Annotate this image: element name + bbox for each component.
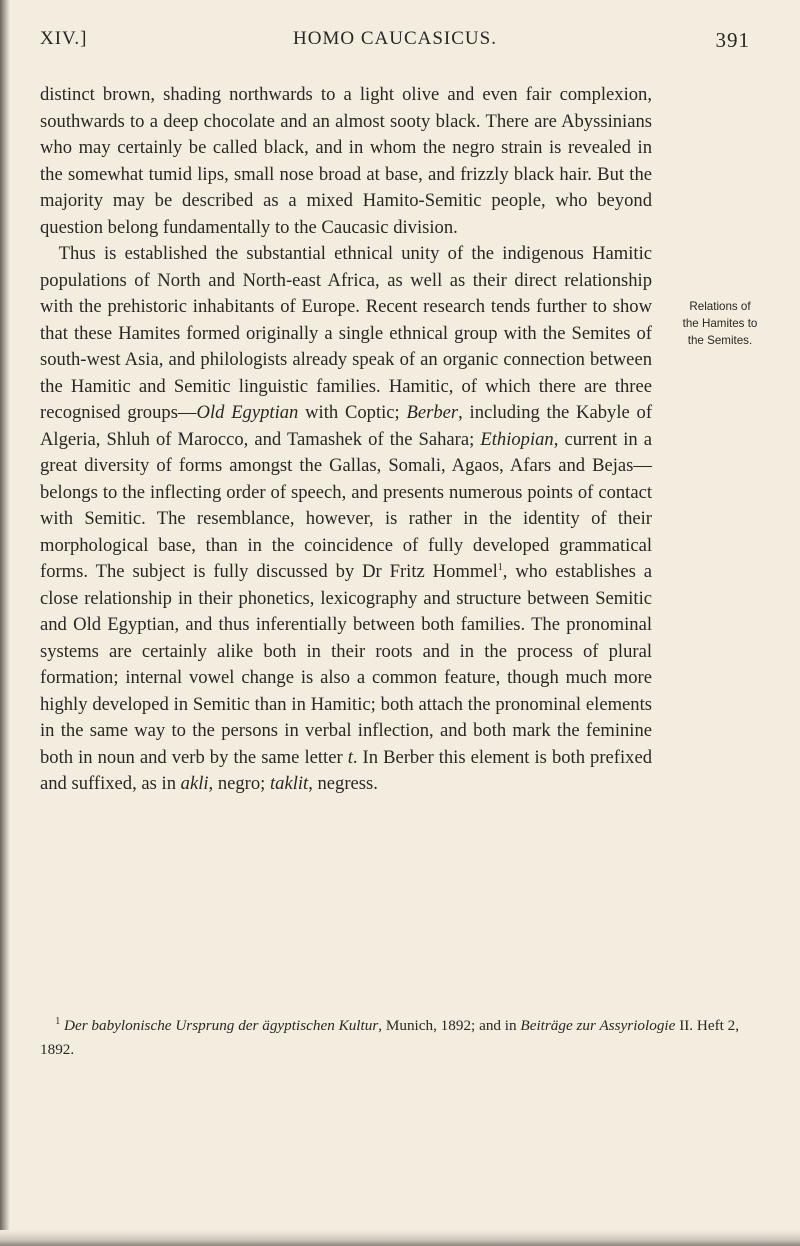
italic-word-akli: akli <box>180 773 209 794</box>
italic-word-taklit: taklit <box>269 773 309 794</box>
text-run: , including the Kabyle of Algeria, Shluh of Marocco, and Tamashek of the Sahara; <box>40 402 653 450</box>
chapter-number: XIV.] <box>40 28 88 49</box>
footnote <box>40 1014 745 1062</box>
running-header <box>40 28 750 58</box>
margin-note-line: the Semites. <box>687 334 753 347</box>
footnote-title-2: Beiträge zur Assyriologie <box>520 1017 676 1034</box>
footnote-marker: 1 <box>55 1015 61 1027</box>
text-run: . In Berber this element is both prefixed and suffixed, as in <box>40 746 652 794</box>
text-run: II. Heft 2, 1892. <box>40 1017 740 1058</box>
margin-note-line: Relations of <box>689 300 751 313</box>
page-edge-bottom <box>0 1230 800 1246</box>
text-run: with Coptic; <box>298 402 407 423</box>
margin-note <box>670 298 770 349</box>
page-edge-left <box>0 0 10 1246</box>
italic-term-berber: Berber <box>406 402 459 423</box>
text-run: , negress. <box>308 773 378 794</box>
footnote-text <box>40 1014 745 1062</box>
italic-term-old-egyptian: Old Egyptian <box>196 402 299 423</box>
paragraph-1: distinct brown, shading northwards to a light olive and even fair complexion, southwards to a deep chocolate and an almost sooty black. There are Abyssinians who may certainly be called black, and in whom the negro strain is revealed in the somewhat tumid lips, small nose broad at base, and frizzly black hair. But the majority may be described as a mixed Hamito-Semitic people, who beyond question belong fundamentally to the Caucasic division. <box>40 84 652 238</box>
paragraph-2 <box>40 241 652 798</box>
text-run: , who establishes a close relationship in their phonetics, lexicography and structure between Semitic and Old Egyptian, and thus inferentially between both families. The pronominal systems are certainly alike both in their roots and in the process of plural formation; internal vowel change is also a common feature, though much more highly developed in Semitic than in Hamitic; both attach the pronominal elements in the same way to the persons in verbal inflection, and both mark the feminine both in noun and verb by the same letter <box>40 561 652 768</box>
running-title: HOMO CAUCASICUS. <box>293 28 497 49</box>
page-number: 391 <box>715 28 750 52</box>
footnote-reference: 1 <box>497 561 503 573</box>
footnote-title-1: Der babylonische Ursprung der ägyptischen Kultur <box>63 1017 379 1034</box>
italic-term-ethiopian: Ethiopian <box>480 428 554 450</box>
text-run: , current in a great diversity of forms amongst the Gallas, Somali, Agaos, Afars and Bejas—belongs to the inflecting order of speech, and presents numerous points of contact with Semitic. The resemblance, however, is rather in the identity of their morphological base, than in the coincidence of fully developed grammatical forms. The subject is fully discussed by Dr Fritz Hommel <box>40 428 652 582</box>
text-run: Thus is established the substantial ethnical unity of the indigenous Hamitic populations of North and North-east Africa, as well as their direct relationship with the prehistoric inhabitants of Europe. Recent research tends further to show that these Hamites formed originally a single ethnical group with the Semites of south-west Asia, and philologists already speak of an organic connection between the Hamitic and Semitic linguistic families. Hamitic, of which there are three recognised groups— <box>40 243 652 423</box>
text-run: , negro; <box>208 773 270 794</box>
text-run: , Munich, 1892; and in <box>378 1017 521 1034</box>
italic-letter-t: t <box>347 746 353 768</box>
body-text <box>40 82 652 798</box>
margin-note-line: the Hamites to <box>682 317 758 330</box>
